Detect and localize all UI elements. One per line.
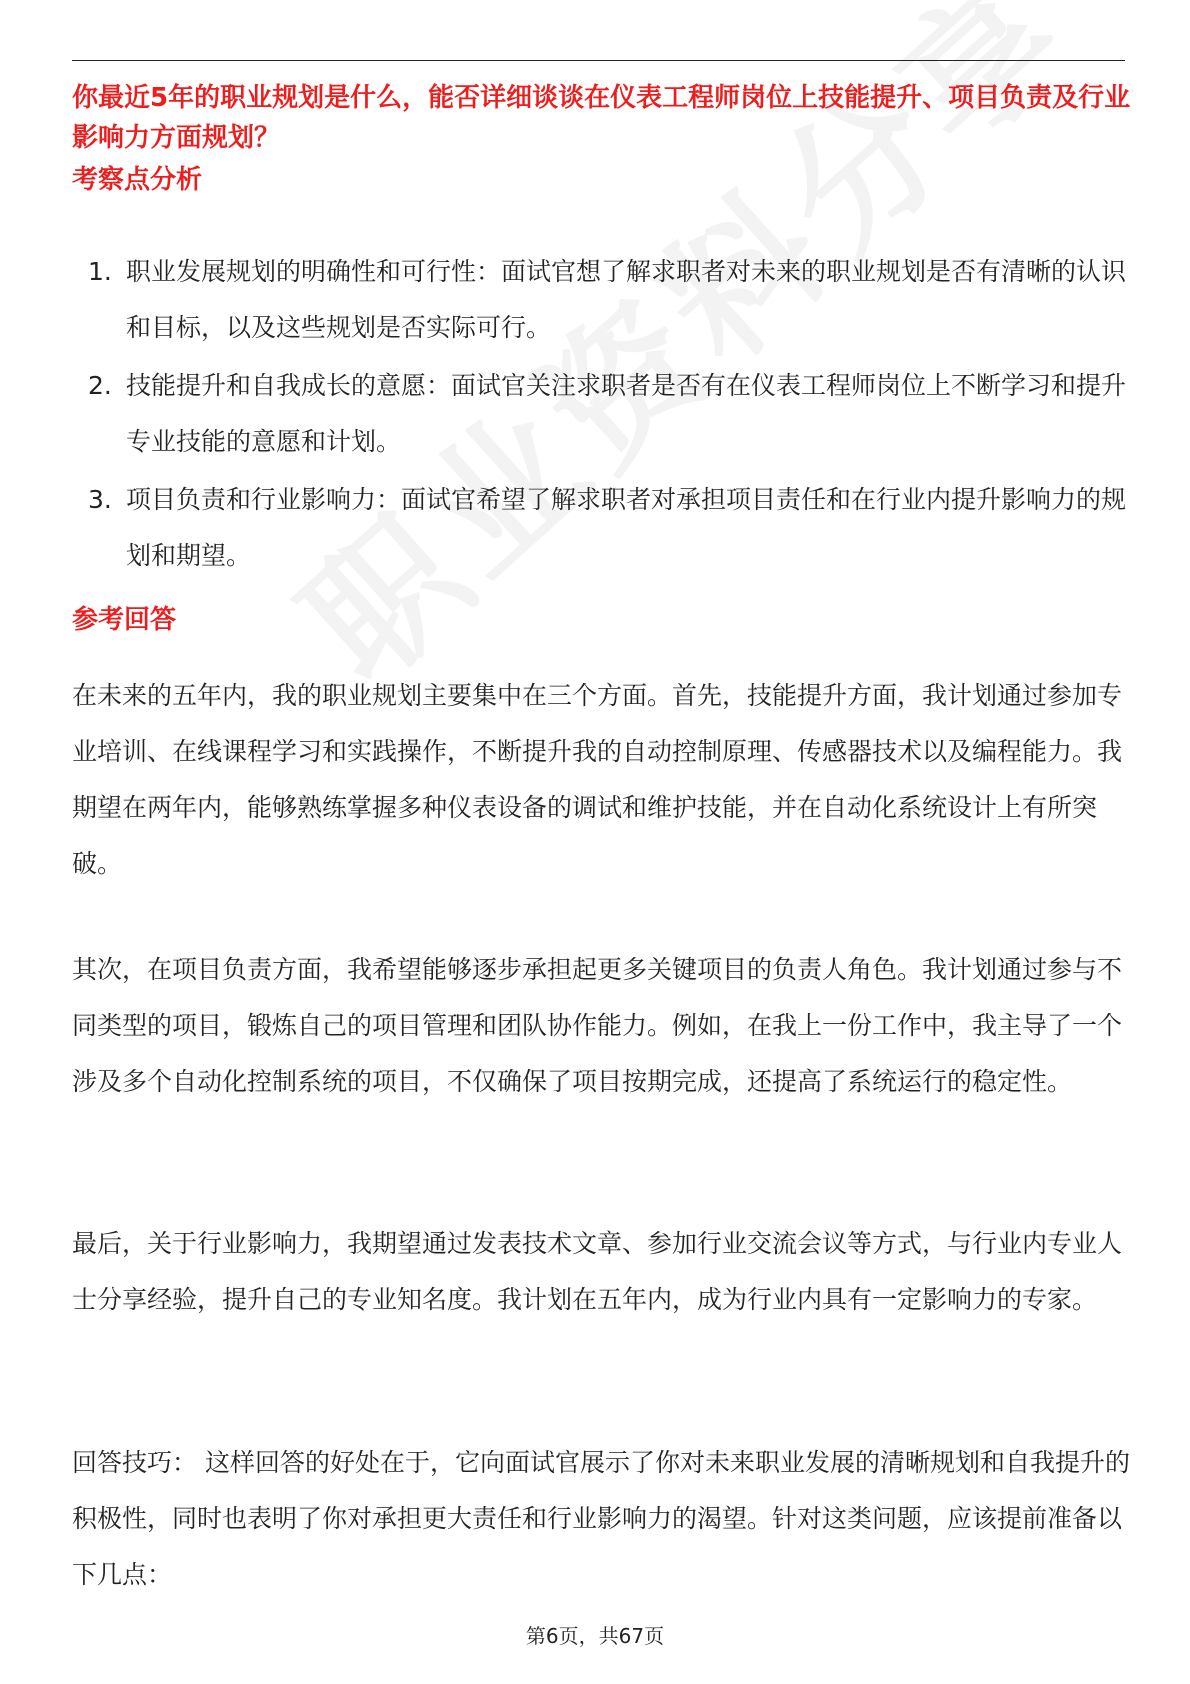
answer-tips-paragraph: 回答技巧： 这样回答的好处在于，它向面试官展示了你对未来职业发展的清晰规划和自我提升的积极性，同时也表明了你对承担更大责任和行业影响力的渴望。针对这类问题，应该提前准备以下几点：	[72, 1448, 1130, 1589]
analysis-heading: 考察点分析	[72, 165, 203, 195]
list-item-number: 3.	[88, 485, 112, 514]
list-item	[72, 358, 1132, 470]
list-item	[72, 472, 1132, 584]
list-item-text: 项目负责和行业影响力：面试官希望了解求职者对承担项目责任和在行业内提升影响力的规划和期望。	[126, 485, 1127, 570]
page-number: 第6页，共67页	[525, 1624, 665, 1648]
list-item-number: 2.	[88, 371, 112, 400]
list-item-text: 技能提升和自我成长的意愿：面试官关注求职者是否有在仪表工程师岗位上不断学习和提升专业技能的意愿和计划。	[126, 371, 1127, 456]
top-rule	[72, 60, 1125, 61]
list-item	[72, 244, 1132, 356]
analysis-list	[72, 244, 1132, 586]
answer-paragraph: 最后，关于行业影响力，我期望通过发表技术文章、参加行业交流会议等方式，与行业内专业人士分享经验，提升自己的专业知名度。我计划在五年内，成为行业内具有一定影响力的专家。	[72, 1229, 1123, 1314]
answer-paragraph: 其次，在项目负责方面，我希望能够逐步承担起更多关键项目的负责人角色。我计划通过参与不同类型的项目，锻炼自己的项目管理和团队协作能力。例如，在我上一份工作中，我主导了一个涉及多个自动化控制系统的项目，不仅确保了项目按期完成，还提高了系统运行的稳定性。	[72, 955, 1123, 1096]
question-title: 你最近5年的职业规划是什么，能否详细谈谈在仪表工程师岗位上技能提升、项目负责及行业影响力方面规划？	[72, 83, 1131, 153]
answer-heading: 参考回答	[72, 605, 177, 635]
list-item-text: 职业发展规划的明确性和可行性：面试官想了解求职者对未来的职业规划是否有清晰的认识和目标，以及这些规划是否实际可行。	[126, 257, 1127, 342]
answer-paragraph: 在未来的五年内，我的职业规划主要集中在三个方面。首先，技能提升方面，我计划通过参加专业培训、在线课程学习和实践操作，不断提升我的自动控制原理、传感器技术以及编程能力。我期望在两年内，能够熟练掌握多种仪表设备的调试和维护技能，并在自动化系统设计上有所突破。	[72, 681, 1123, 878]
list-item-number: 1.	[88, 257, 112, 286]
